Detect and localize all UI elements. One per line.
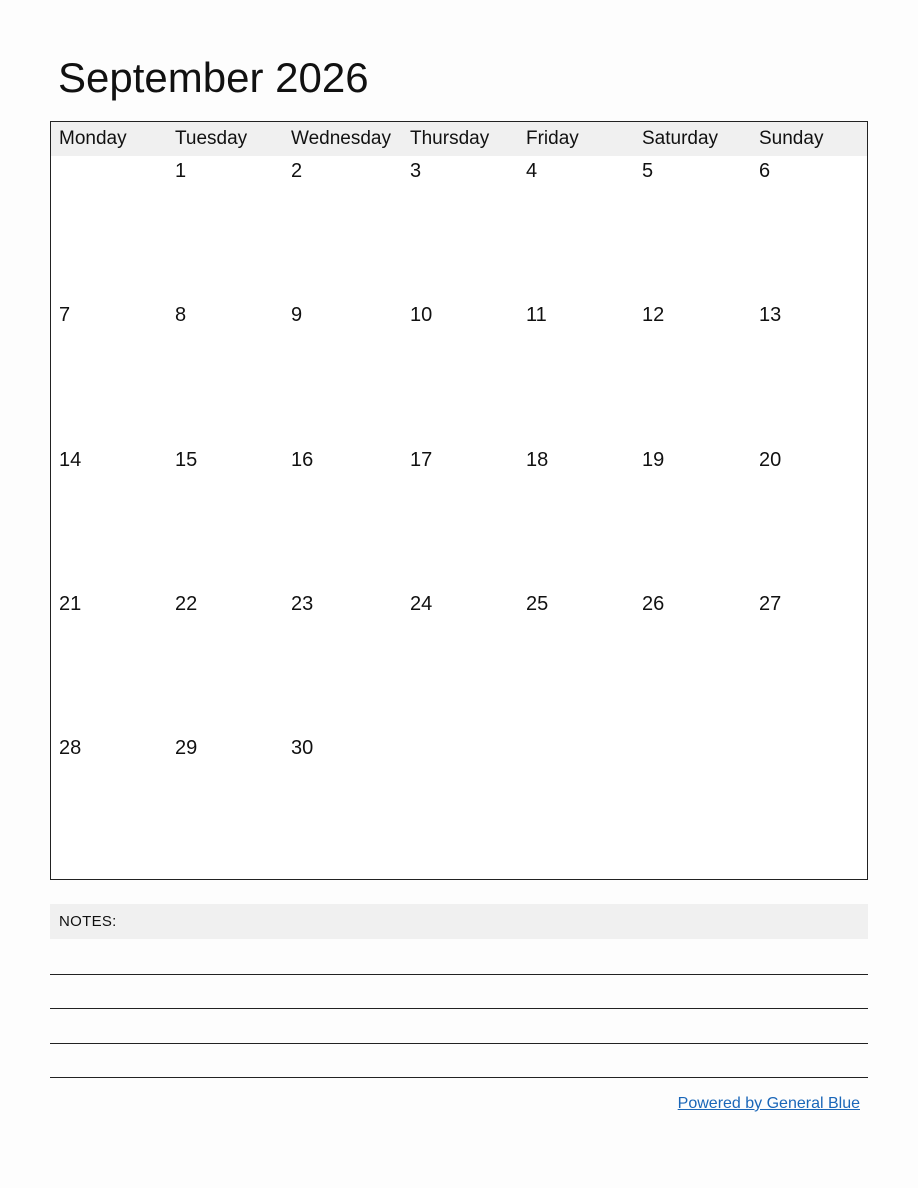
weekday-header-row: [51, 122, 867, 156]
day-number: 28: [59, 737, 82, 759]
powered-by-link[interactable]: Powered by General Blue: [677, 1095, 860, 1112]
notes-label: NOTES:: [59, 913, 117, 930]
weekday-saturday: Saturday: [642, 128, 719, 149]
day-number: 11: [526, 304, 547, 326]
day-number: 1: [175, 160, 187, 182]
note-line: [50, 974, 868, 975]
day-number: 9: [291, 304, 303, 326]
day-number: 19: [642, 449, 665, 471]
note-line: [50, 1077, 868, 1078]
day-number: 25: [526, 593, 549, 615]
day-number: 5: [642, 160, 654, 182]
weekday-tuesday: Tuesday: [175, 128, 248, 149]
day-number: 10: [410, 304, 433, 326]
day-number: 20: [759, 449, 782, 471]
day-number: 8: [175, 304, 187, 326]
day-number: 2: [291, 160, 303, 182]
day-number: 26: [642, 593, 665, 615]
day-number: 27: [759, 593, 782, 615]
day-number: 18: [526, 449, 549, 471]
day-number: 29: [175, 737, 198, 759]
day-number: 4: [526, 160, 538, 182]
day-number: 14: [59, 449, 82, 471]
day-number: 6: [759, 160, 771, 182]
day-number: 17: [410, 449, 433, 471]
note-line: [50, 1008, 868, 1009]
day-number: 22: [175, 593, 198, 615]
weekday-monday: Monday: [59, 128, 127, 149]
notes-header: [50, 904, 868, 939]
day-number: 15: [175, 449, 198, 471]
day-number: 7: [59, 304, 71, 326]
page-title: September 2026: [58, 54, 369, 101]
weekday-thursday: Thursday: [410, 128, 490, 149]
weekday-wednesday: Wednesday: [291, 128, 391, 149]
day-number: 13: [759, 304, 782, 326]
day-number: 30: [291, 737, 314, 759]
note-line: [50, 1043, 868, 1044]
day-number: 3: [410, 160, 422, 182]
day-number: 12: [642, 304, 665, 326]
weekday-friday: Friday: [526, 128, 579, 149]
day-number: 16: [291, 449, 314, 471]
day-number: 24: [410, 593, 433, 615]
day-number: 23: [291, 593, 314, 615]
calendar-grid: [50, 121, 868, 880]
weekday-sunday: Sunday: [759, 128, 824, 149]
day-number: 21: [59, 593, 82, 615]
